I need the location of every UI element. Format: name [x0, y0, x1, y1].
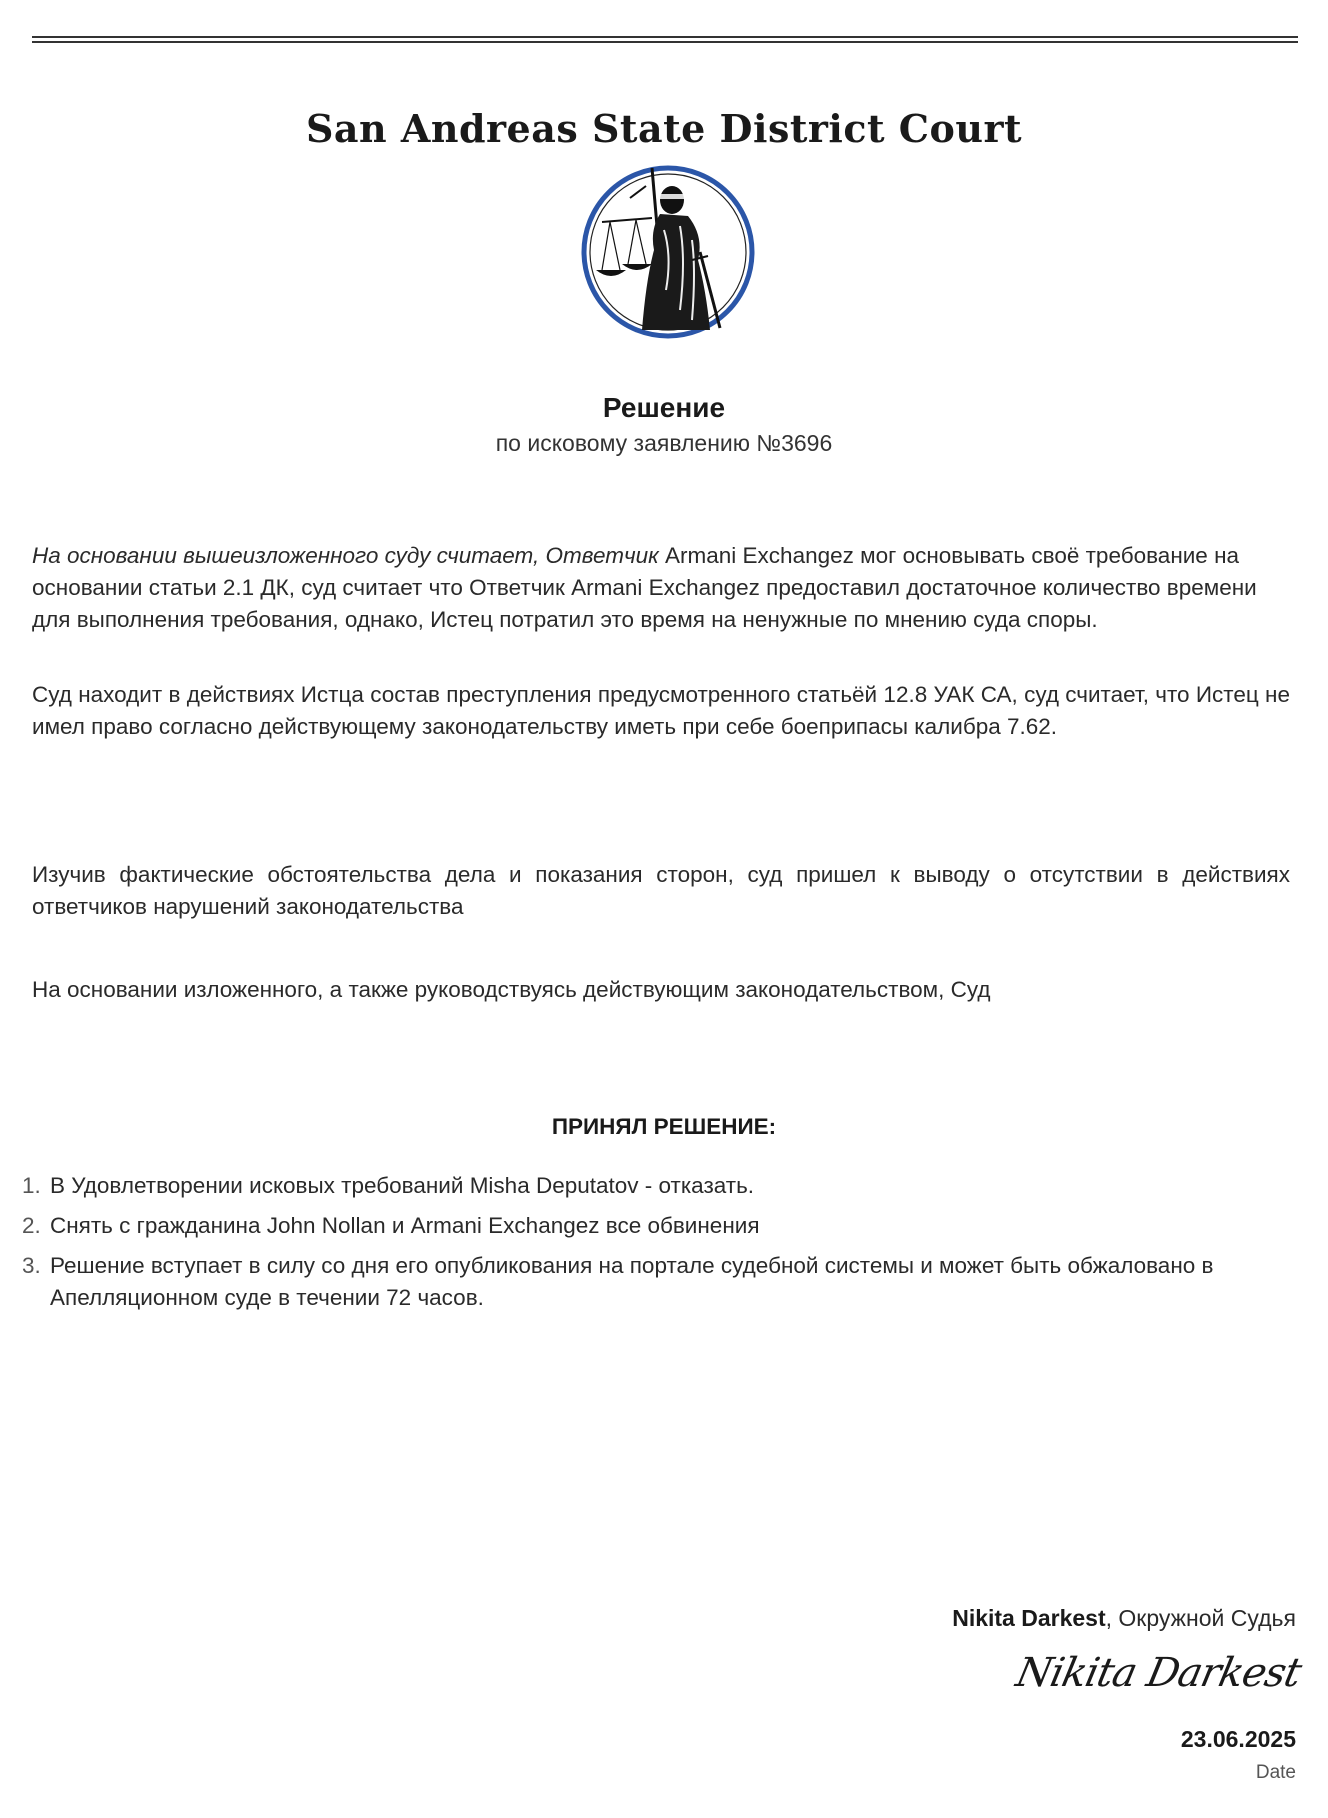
list-item-number: 3.	[22, 1253, 41, 1278]
handwritten-signature: Nikita Darkest	[1012, 1650, 1305, 1696]
judge-signer	[952, 1605, 1296, 1632]
list-item-number: 1.	[22, 1173, 41, 1198]
list-item	[22, 1250, 1290, 1314]
list-item-text: Снять с гражданина John Nollan и Armani Exchangez все обвинения	[50, 1213, 760, 1238]
paragraph-1-italic: На основании вышеизложенного суду считает, Ответчик	[32, 543, 659, 568]
list-item	[22, 1170, 1290, 1202]
document-subtitle: по исковому заявлению №3696	[495, 430, 833, 456]
paragraph-4: На основании изложенного, а также руководствуясь действующим законодательством, Суд	[32, 977, 991, 1002]
court-name: San Andreas State District Court	[305, 106, 1023, 151]
date-label: Date	[1255, 1762, 1296, 1783]
list-item-text: Решение вступает в силу со дня его опубликования на портале судебной системы и может быть обжаловано в Апелляционном суде в течении 72 часов.	[50, 1253, 1214, 1310]
paragraph-1-rest: Armani Exchangez мог основывать своё требование на основании статьи 2.1 ДК, суд считает что Ответчик Armani Exchangez предоставил достаточное количество времени для выполнения требования, однако, Истец потратил это время на ненужные по мнению суда споры.	[32, 543, 1257, 632]
list-item-text: В Удовлетворении исковых требований Misha Deputatov - отказать.	[50, 1173, 755, 1198]
decision-list	[22, 1170, 1290, 1322]
paragraph-3: Изучив фактические обстоятельства дела и показания сторон, суд пришел к выводу о отсутствии в действиях ответчиков нарушений законодательства	[32, 862, 1290, 919]
paragraph-1	[32, 540, 1290, 636]
top-double-rule	[32, 36, 1298, 43]
decision-title: ПРИНЯЛ РЕШЕНИЕ:	[551, 1114, 777, 1139]
list-item	[22, 1210, 1290, 1242]
judge-name: Nikita Darkest	[952, 1605, 1106, 1631]
document-title: Решение	[602, 392, 726, 423]
lady-justice-seal-icon	[580, 160, 756, 340]
paragraph-2: Суд находит в действиях Истца состав преступления предусмотренного статьёй 12.8 УАК СА, суд считает, что Истец не имел право согласно действующему законодательству иметь при себе боеприпасы калибра 7.62.	[32, 682, 1290, 739]
list-item-number: 2.	[22, 1213, 41, 1238]
decision-date: 23.06.2025	[1180, 1726, 1296, 1752]
judge-title: , Окружной Судья	[1105, 1605, 1296, 1631]
